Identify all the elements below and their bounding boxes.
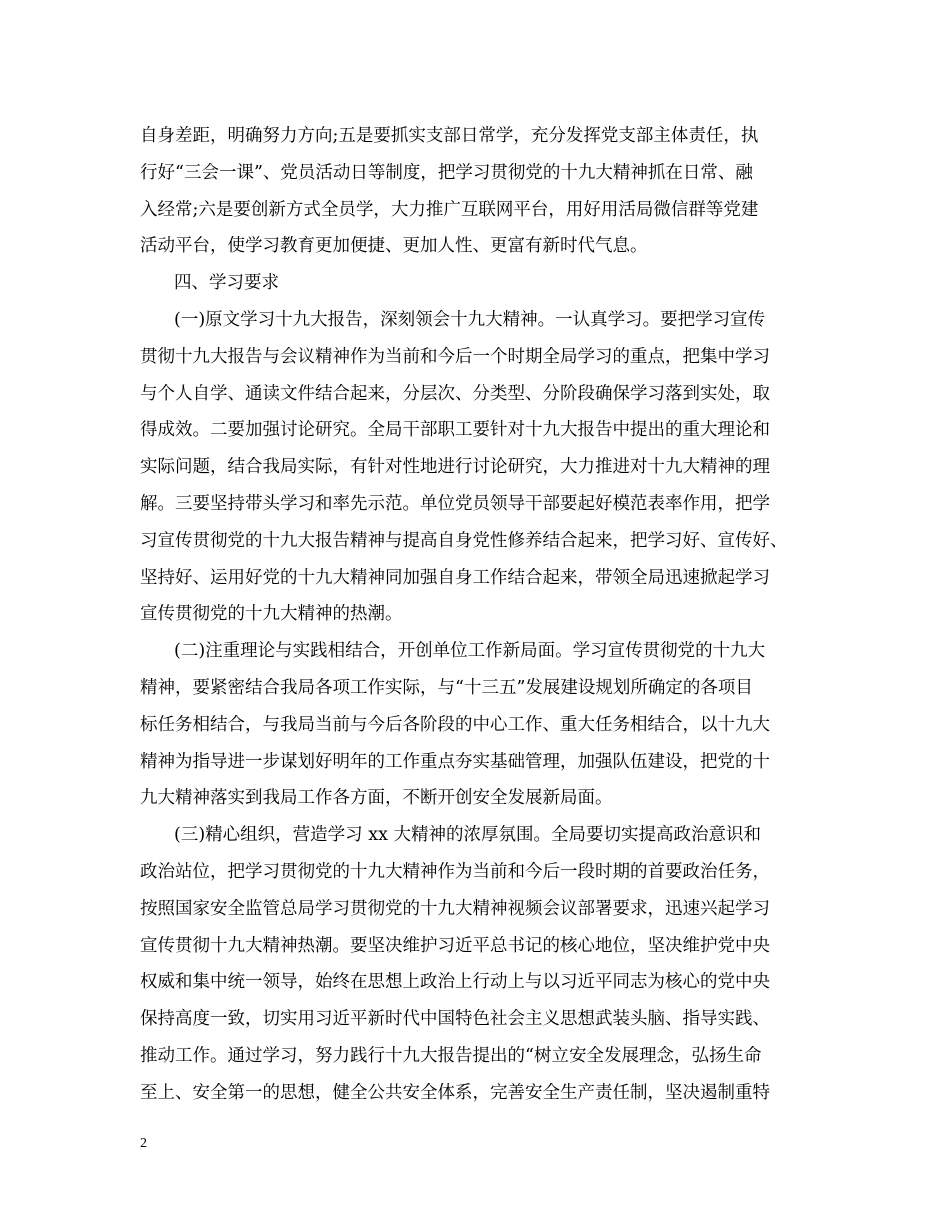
text-line: 贯彻十九大报告与会议精神作为当前和今后一个时期全局学习的重点，把集中学习 — [140, 346, 770, 367]
text-line: 精神，要紧密结合我局各项工作实际，与“十三五”发展建设规划所确定的各项目 — [140, 677, 753, 698]
text-line: 入经常;六是要创新方式全员学，大力推广互联网平台，用好用活局微信群等党建 — [140, 199, 759, 220]
text-line: 解。三要坚持带头学习和率先示范。单位党员领导干部要起好模范表率作用，把学 — [140, 493, 770, 514]
text-line: 与个人自学、通读文件结合起来，分层次、分类型、分阶段确保学习落到实处，取 — [140, 383, 770, 404]
text-line: 实际问题，结合我局实际，有针对性地进行讨论研究，大力推进对十九大精神的理 — [140, 457, 770, 478]
text-line: 得成效。二要加强讨论研究。全局干部职工要针对十九大报告中提出的重大理论和 — [140, 420, 770, 441]
document-body — [140, 118, 820, 1112]
text-line: 政治站位，把学习贯彻党的十九大精神作为当前和今后一段时期的首要政治任务， — [140, 861, 770, 882]
text-line: 自身差距，明确努力方向;五是要抓实支部日常学，充分发挥党支部主体责任，执 — [140, 126, 759, 146]
text-line: (一)原文学习十九大报告，深刻领会十九大精神。一认真学习。要把学习宣传 — [174, 309, 766, 330]
text-line: 宣传贯彻党的十九大精神的热潮。 — [140, 604, 403, 625]
text-line: 保持高度一致，切实用习近平新时代中国特色社会主义思想武装头脑、指导实践、 — [140, 1009, 770, 1030]
text-line: 宣传贯彻十九大精神热潮。要坚决维护习近平总书记的核心地位，坚决维护党中央 — [140, 935, 770, 956]
text-line: 坚持好、运用好党的十九大精神同加强自身工作结合起来，带领全局迅速掀起学习 — [140, 567, 770, 588]
text-line: (三)精心组织，营造学习 xx 大精神的浓厚氛围。全局要切实提高政治意识和 — [174, 825, 762, 846]
page-number: 2 — [140, 1136, 147, 1151]
text-line: (二)注重理论与实践相结合，开创单位工作新局面。学习宣传贯彻党的十九大 — [174, 641, 766, 662]
text-line: 权威和集中统一领导，始终在思想上政治上行动上与以习近平同志为核心的党中央 — [140, 972, 770, 993]
text-line: 按照国家安全监管总局学习贯彻党的十九大精神视频会议部署要求，迅速兴起学习 — [140, 898, 770, 919]
text-line: 推动工作。通过学习，努力践行十九大报告提出的“树立安全发展理念，弘扬生命 — [140, 1045, 762, 1066]
text-line: 至上、安全第一的思想，健全公共安全体系，完善安全生产责任制，坚决遏制重特 — [140, 1082, 770, 1103]
text-line: 习宣传贯彻党的十九大报告精神与提高自身党性修养结合起来，把学习好、宣传好、 — [140, 530, 788, 551]
text-line: 精神为指导进一步谋划好明年的工作重点夯实基础管理，加强队伍建设，把党的十 — [140, 751, 770, 772]
text-line: 标任务相结合，与我局当前与今后各阶段的中心工作、重大任务相结合，以十九大 — [140, 714, 770, 735]
text-line: 活动平台，使学习教育更加便捷、更加人性、更富有新时代气息。 — [140, 236, 648, 257]
text-line: 四、学习要求 — [174, 273, 279, 294]
text-line: 行好“三会一课”、党员活动日等制度，把学习贯彻党的十九大精神抓在日常、融 — [140, 162, 753, 183]
text-line: 九大精神落实到我局工作各方面，不断开创安全发展新局面。 — [140, 788, 613, 809]
